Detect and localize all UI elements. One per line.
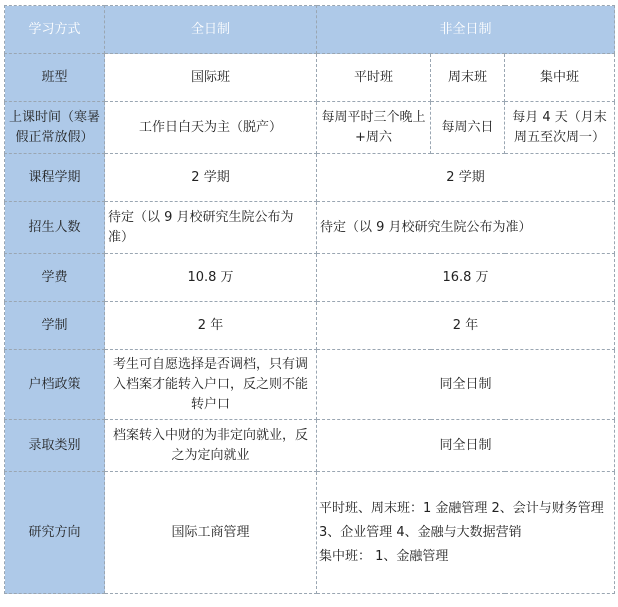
cell-pt-hukou: 同全日制 bbox=[317, 350, 615, 420]
row-label-hukou: 户档政策 bbox=[5, 350, 105, 420]
row-label-research: 研究方向 bbox=[5, 472, 105, 594]
row-label-class-type: 班型 bbox=[5, 54, 105, 102]
row-label-duration: 学制 bbox=[5, 302, 105, 350]
row-label-semesters: 课程学期 bbox=[5, 154, 105, 202]
cell-intensive-schedule: 每月 4 天（月末周五至次周一） bbox=[505, 102, 615, 154]
cell-pt-duration: 2 年 bbox=[317, 302, 615, 350]
cell-ft-duration: 2 年 bbox=[105, 302, 317, 350]
cell-pt-tuition: 16.8 万 bbox=[317, 254, 615, 302]
header-row bbox=[5, 6, 615, 54]
cell-pt-research bbox=[317, 472, 615, 594]
research-directions-intensive: 集中班： 1、金融管理 bbox=[319, 548, 449, 564]
header-parttime: 非全日制 bbox=[317, 6, 615, 54]
row-hukou bbox=[5, 350, 615, 420]
cell-weekend-class: 周末班 bbox=[431, 54, 505, 102]
cell-ft-hukou: 考生可自愿选择是否调档，只有调入档案才能转入户口，反之则不能转户口 bbox=[105, 350, 317, 420]
program-comparison-table bbox=[4, 5, 615, 594]
cell-ft-class-type: 国际班 bbox=[105, 54, 317, 102]
row-semesters bbox=[5, 154, 615, 202]
row-tuition bbox=[5, 254, 615, 302]
row-duration bbox=[5, 302, 615, 350]
cell-ft-tuition: 10.8 万 bbox=[105, 254, 317, 302]
cell-ft-semesters: 2 学期 bbox=[105, 154, 317, 202]
row-label-schedule: 上课时间（寒暑假正常放假） bbox=[5, 102, 105, 154]
row-research bbox=[5, 472, 615, 594]
row-label-tuition: 学费 bbox=[5, 254, 105, 302]
cell-pt-admission: 同全日制 bbox=[317, 420, 615, 472]
cell-ft-research: 国际工商管理 bbox=[105, 472, 317, 594]
cell-ft-schedule: 工作日白天为主（脱产） bbox=[105, 102, 317, 154]
row-admission bbox=[5, 420, 615, 472]
cell-weekday-schedule: 每周平时三个晚上+周六 bbox=[317, 102, 431, 154]
cell-weekday-class: 平时班 bbox=[317, 54, 431, 102]
cell-ft-enrollment: 待定（以 9 月校研究生院公布为准） bbox=[105, 202, 317, 254]
cell-pt-enrollment: 待定（以 9 月校研究生院公布为准） bbox=[317, 202, 615, 254]
cell-intensive-class: 集中班 bbox=[505, 54, 615, 102]
row-label-enrollment: 招生人数 bbox=[5, 202, 105, 254]
row-enrollment bbox=[5, 202, 615, 254]
cell-weekend-schedule: 每周六日 bbox=[431, 102, 505, 154]
research-directions-regular: 平时班、周末班：1 金融管理 2、会计与财务管理 3、企业管理 4、金融与大数据营销 bbox=[319, 500, 604, 540]
header-study-mode: 学习方式 bbox=[5, 6, 105, 54]
row-class-type bbox=[5, 54, 615, 102]
row-schedule bbox=[5, 102, 615, 154]
cell-ft-admission: 档案转入中财的为非定向就业，反之为定向就业 bbox=[105, 420, 317, 472]
header-fulltime: 全日制 bbox=[105, 6, 317, 54]
row-label-admission: 录取类别 bbox=[5, 420, 105, 472]
cell-pt-semesters: 2 学期 bbox=[317, 154, 615, 202]
